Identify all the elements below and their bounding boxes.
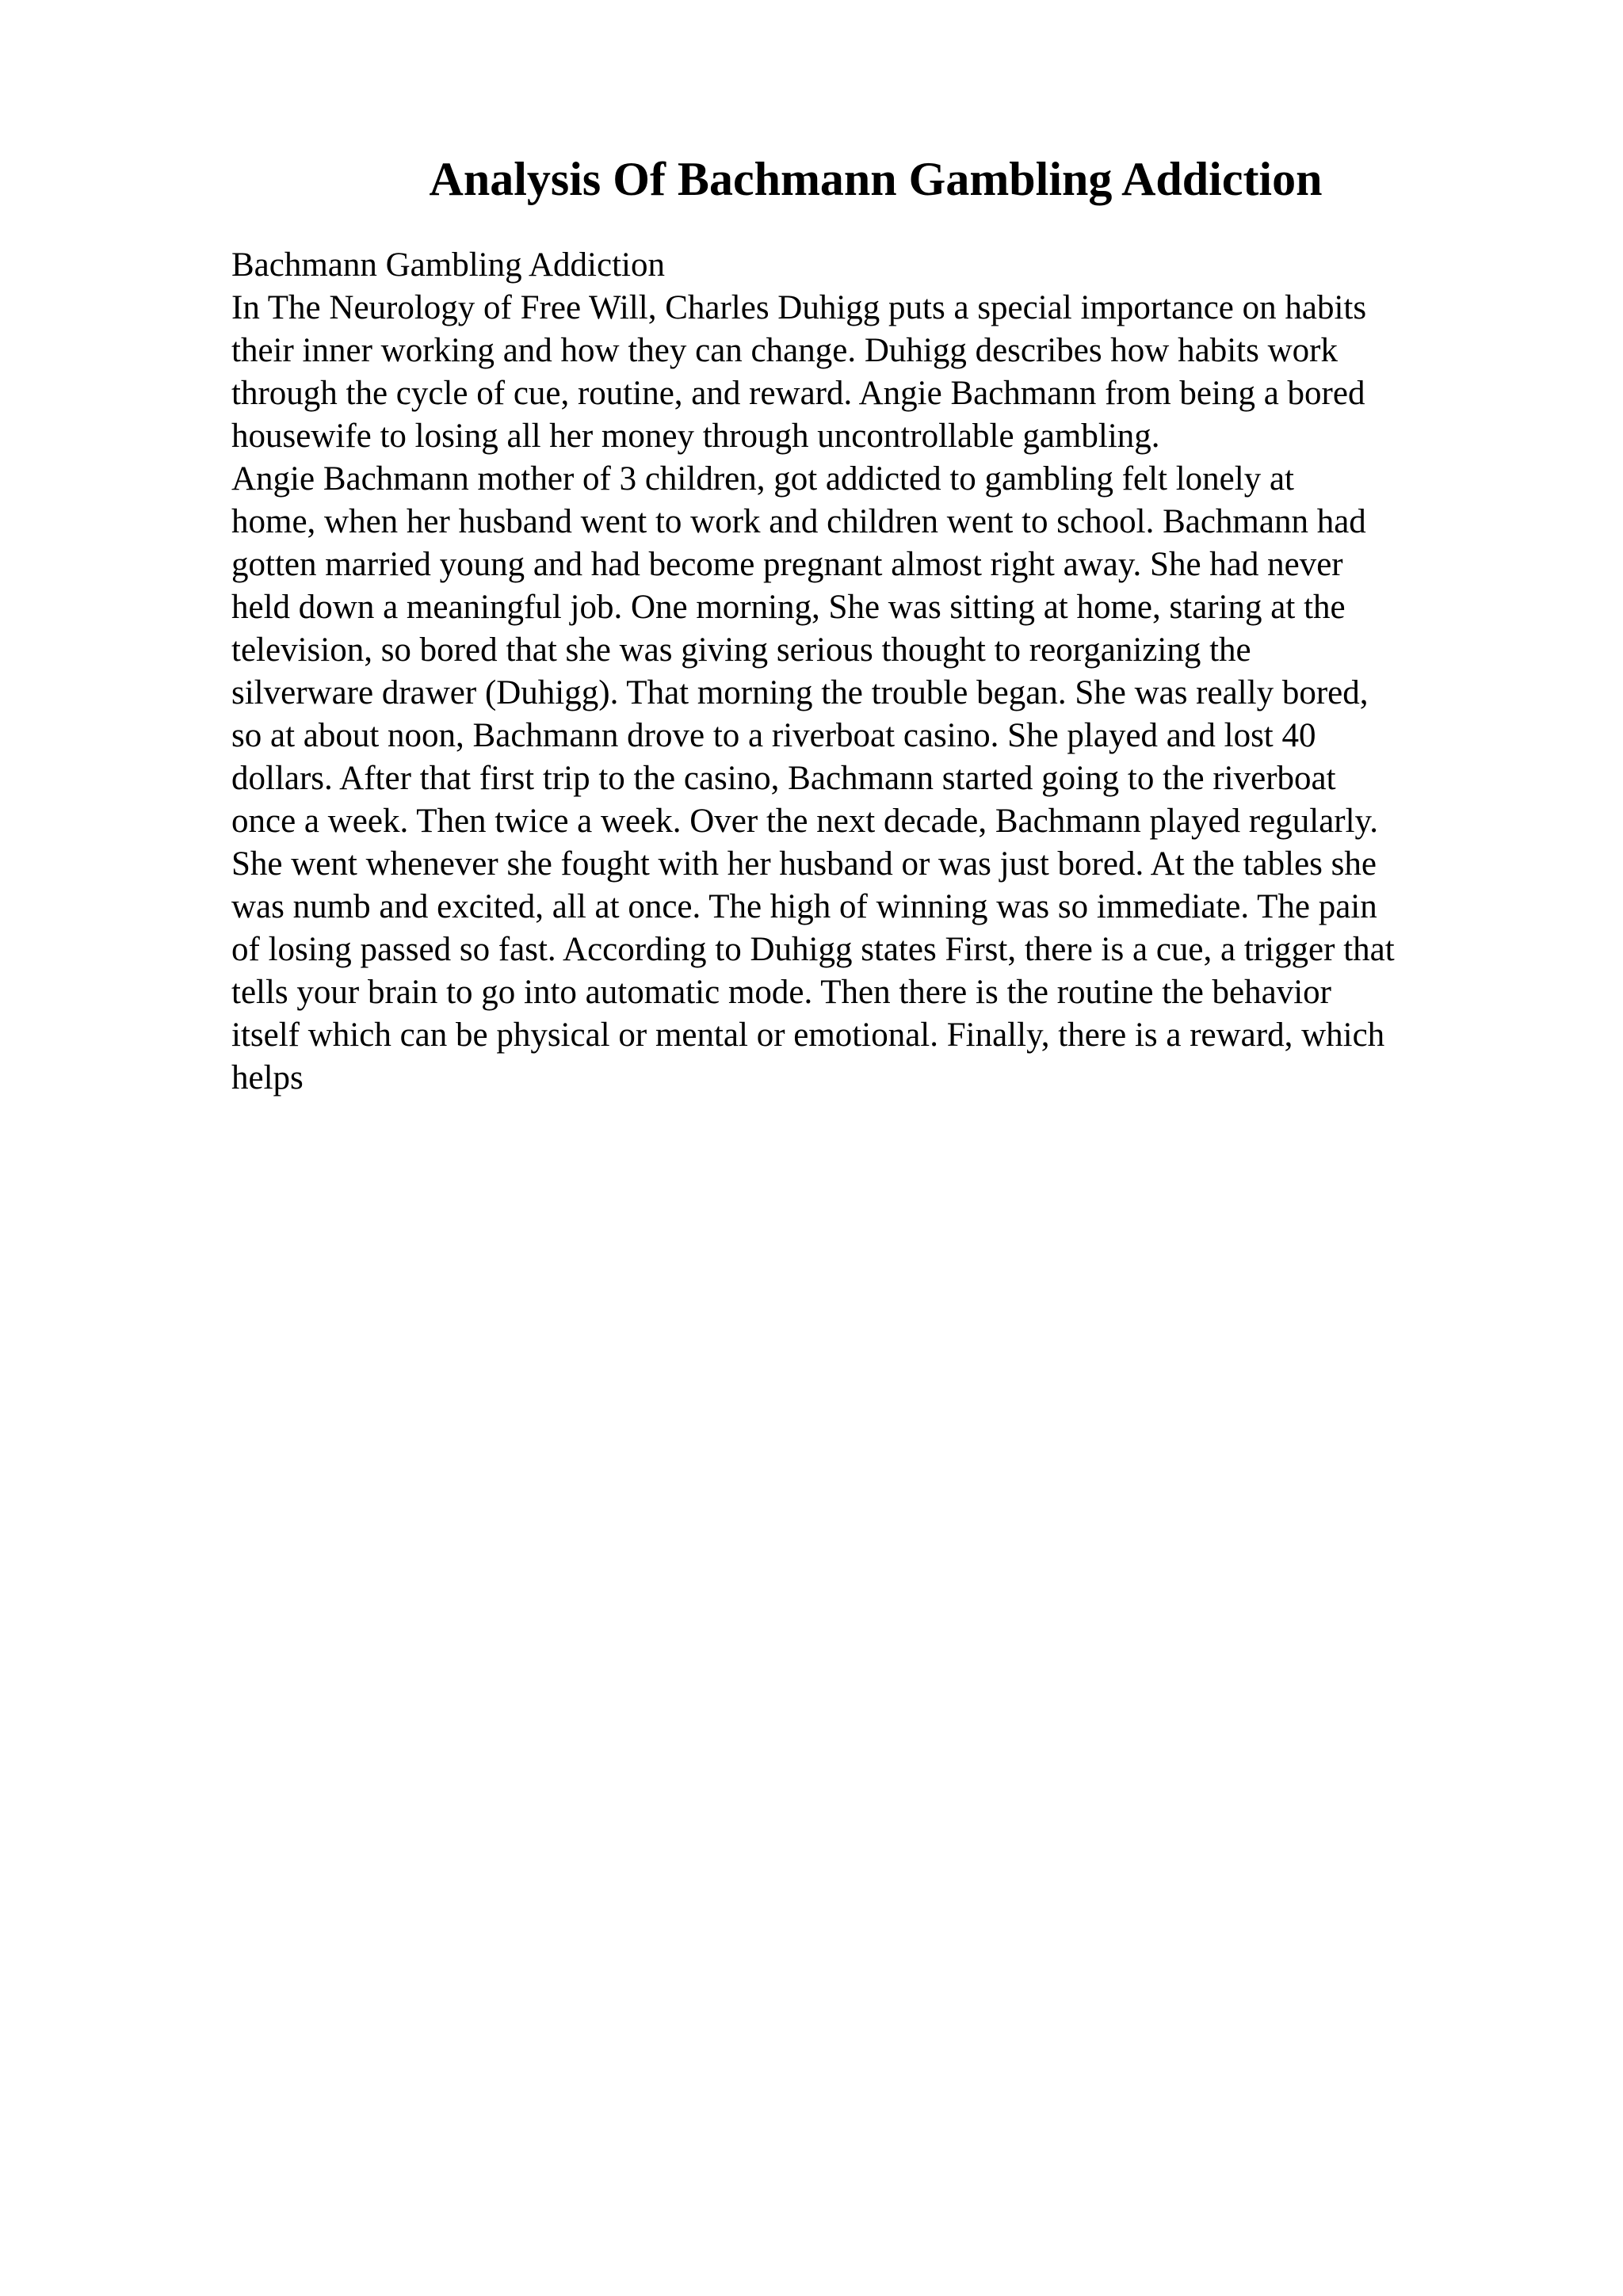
text-line: tells your brain to go into automatic mode. Then there is the routine the behavior xyxy=(231,974,1331,1011)
text-line: of losing passed so fast. According to Duhigg states First, there is a cue, a trigger that xyxy=(231,931,1395,968)
paragraph-1 xyxy=(231,287,1507,458)
text-line: She went whenever she fought with her husband or was just bored. At the tables she xyxy=(231,845,1377,883)
text-line: their inner working and how they can change. Duhigg describes how habits work xyxy=(231,332,1338,369)
text-line: housewife to losing all her money through uncontrollable gambling. xyxy=(231,418,1160,455)
text-line: through the cycle of cue, routine, and reward. Angie Bachmann from being a bored xyxy=(231,375,1365,412)
text-line: silverware drawer (Duhigg). That morning the trouble began. She was really bored, xyxy=(231,674,1369,711)
document-title: Analysis Of Bachmann Gambling Addiction xyxy=(429,153,1323,205)
text-line: itself which can be physical or mental or emotional. Finally, there is a reward, which xyxy=(231,1016,1385,1054)
text-line: helps xyxy=(231,1059,304,1097)
text-line: was numb and excited, all at once. The high of winning was so immediate. The pain xyxy=(231,888,1377,925)
subtitle-line: Bachmann Gambling Addiction xyxy=(231,246,665,284)
text-line: dollars. After that first trip to the casino, Bachmann started going to the riverboat xyxy=(231,760,1336,797)
text-line: home, when her husband went to work and children went to school. Bachmann had xyxy=(231,503,1366,540)
text-line: held down a meaningful job. One morning, She was sitting at home, staring at the xyxy=(231,589,1346,626)
text-line: so at about noon, Bachmann drove to a riverboat casino. She played and lost 40 xyxy=(231,717,1316,754)
document-body xyxy=(231,244,1507,1100)
text-line: gotten married young and had become pregnant almost right away. She had never xyxy=(231,546,1343,583)
text-line: television, so bored that she was giving serious thought to reorganizing the xyxy=(231,631,1251,669)
paragraph-2 xyxy=(231,458,1507,1100)
text-line: Angie Bachmann mother of 3 children, got addicted to gambling felt lonely at xyxy=(231,460,1294,498)
text-line: In The Neurology of Free Will, Charles Duhigg puts a special importance on habits xyxy=(231,289,1367,326)
document-subtitle xyxy=(231,244,1507,287)
text-line: once a week. Then twice a week. Over the next decade, Bachmann played regularly. xyxy=(231,803,1379,840)
